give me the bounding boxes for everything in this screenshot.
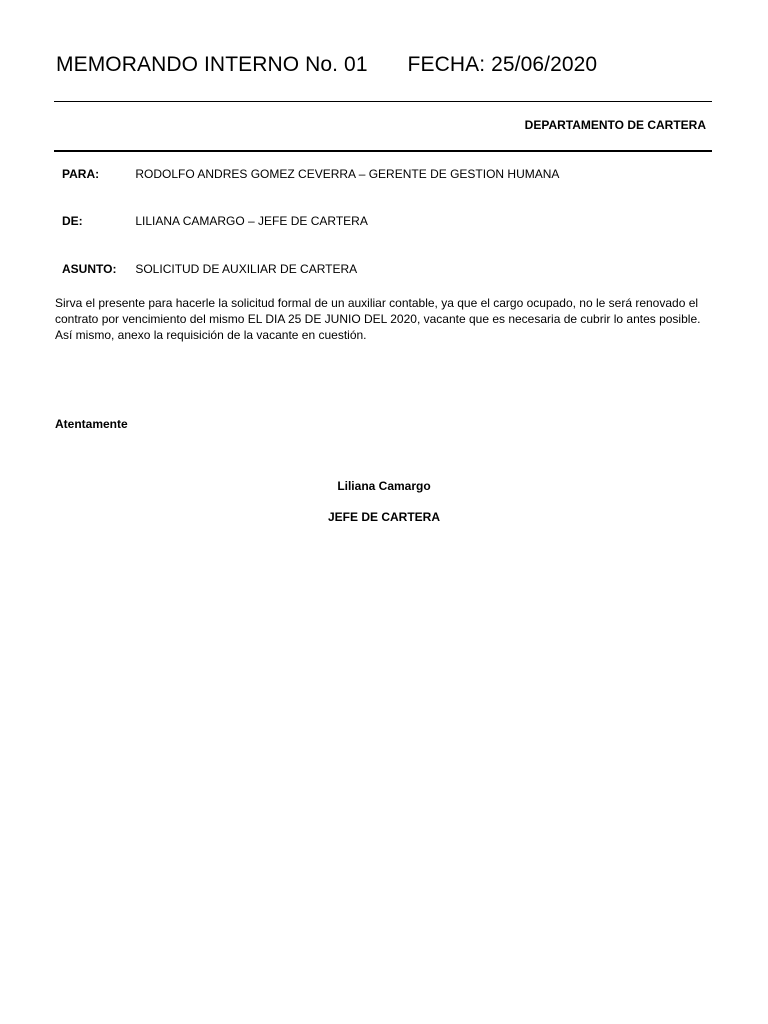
closing-text: Atentamente: [55, 417, 128, 431]
asunto-label: ASUNTO:: [62, 262, 117, 276]
field-asunto: [62, 262, 357, 276]
department-divider: [54, 150, 712, 152]
de-label: DE:: [62, 214, 83, 228]
de-value: LILIANA CAMARGO – JEFE DE CARTERA: [135, 214, 368, 228]
header-divider: [54, 101, 712, 102]
field-de: [62, 214, 368, 228]
asunto-value: SOLICITUD DE AUXILIAR DE CARTERA: [135, 262, 358, 276]
signer-role: JEFE DE CARTERA: [327, 510, 440, 524]
memo-title: MEMORANDO INTERNO No. 01: [56, 53, 368, 76]
para-value: RODOLFO ANDRES GOMEZ CEVERRA – GERENTE DE GESTION HUMANA: [135, 167, 560, 181]
memo-date: FECHA: 25/06/2020: [407, 53, 598, 76]
signer-name: Liliana Camargo: [337, 479, 431, 493]
memo-body: Sirva el presente para hacerle la solicitud formal de un auxiliar contable, ya que el cargo ocupado, no le será renovado el contrato por vencimiento del mismo EL DIA 25 DE JUNIO DEL 2020, vacante que es necesaria de cubrir lo antes posible. Así mismo, anexo la requisición de la vacante en cuestión.: [55, 296, 701, 342]
memo-header: [56, 53, 597, 77]
para-label: PARA:: [62, 167, 100, 181]
field-para: [62, 167, 559, 181]
department-name: DEPARTAMENTO DE CARTERA: [524, 118, 706, 132]
